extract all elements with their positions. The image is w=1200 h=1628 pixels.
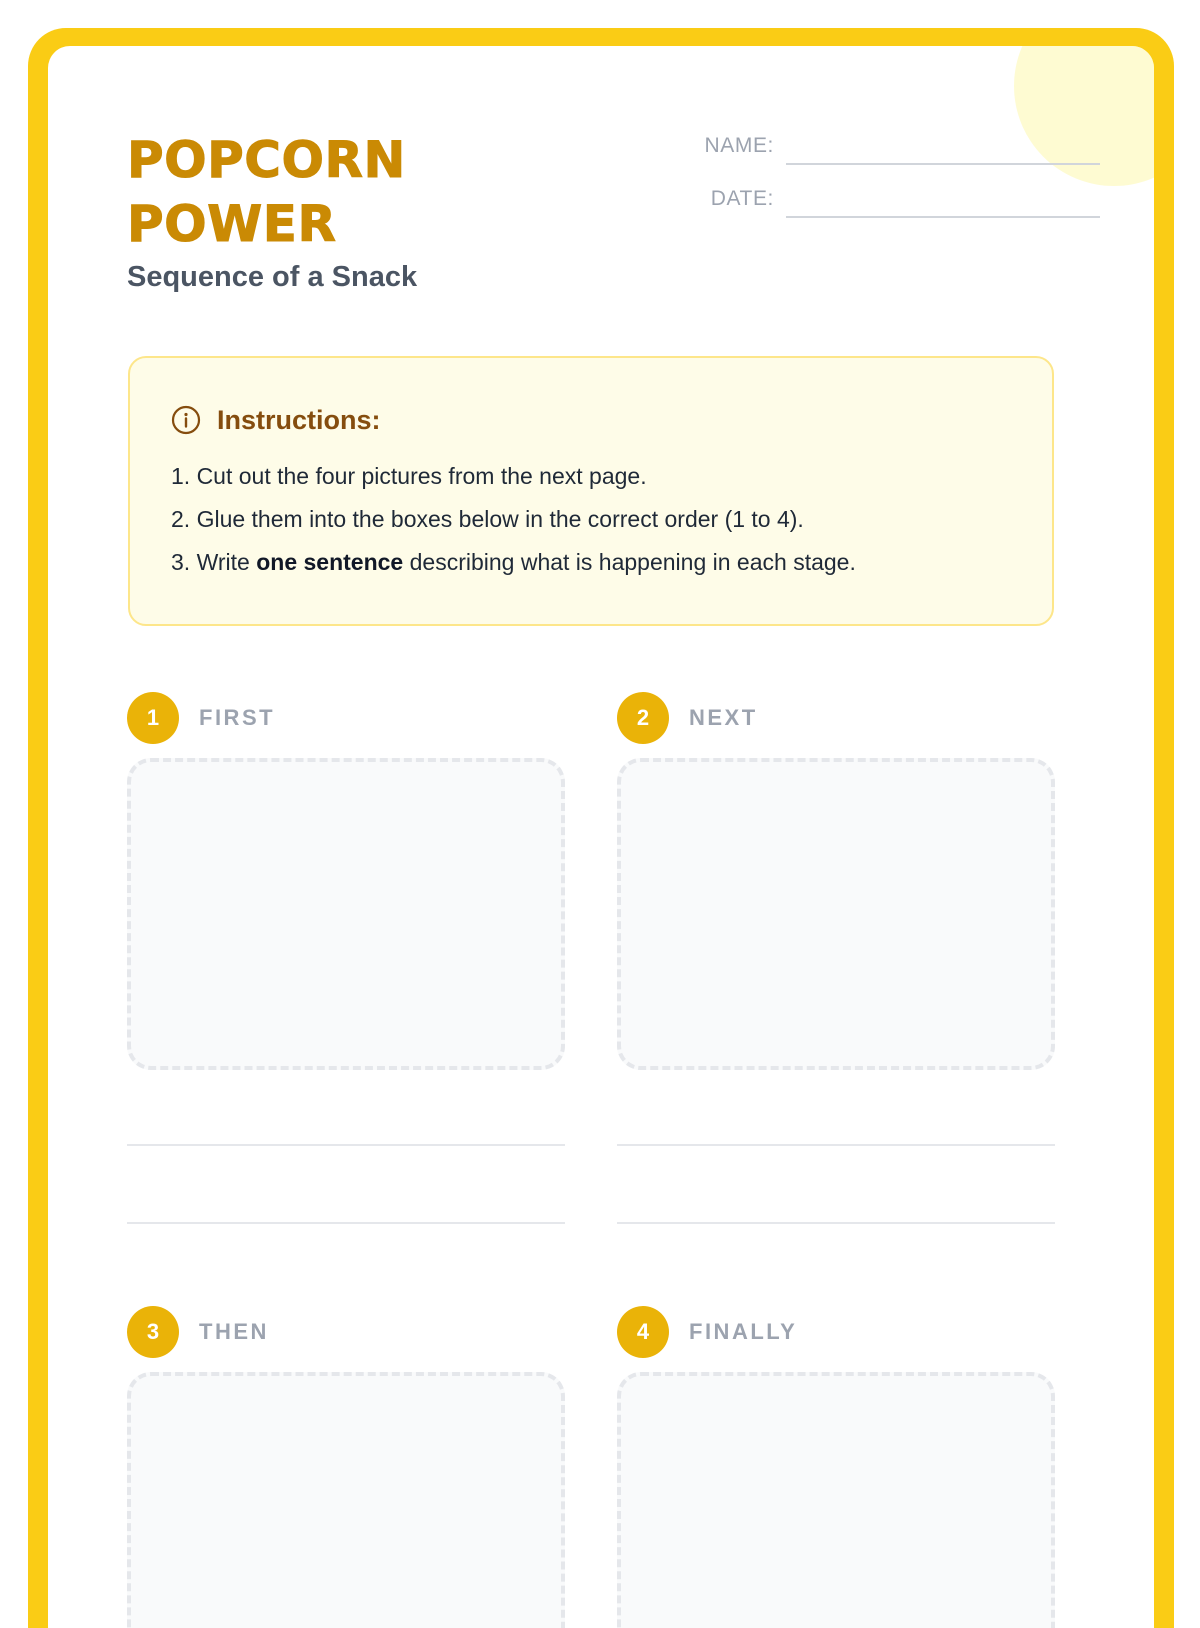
step-number-badge: 1 <box>127 692 179 744</box>
sentence-line[interactable] <box>127 1222 565 1224</box>
instruction-step-2: 2. Glue them into the boxes below in the correct order (1 to 4). <box>171 506 804 532</box>
sentence-line[interactable] <box>127 1144 565 1146</box>
instruction-step-1: 1. Cut out the four pictures from the next page. <box>171 463 647 489</box>
instructions-header <box>171 398 1011 442</box>
step-number-badge: 3 <box>127 1306 179 1358</box>
picture-drop-box[interactable] <box>617 1372 1055 1628</box>
worksheet-page <box>48 46 1154 1628</box>
name-write-line[interactable] <box>786 163 1100 165</box>
name-field[interactable] <box>568 126 1100 166</box>
instructions-box <box>128 356 1054 626</box>
picture-drop-box[interactable] <box>127 1372 565 1628</box>
worksheet-subtitle: Sequence of a Snack <box>127 261 418 293</box>
sentence-line[interactable] <box>617 1222 1055 1224</box>
instruction-step-3 <box>171 541 1011 584</box>
panel-header <box>617 692 1055 744</box>
instructions-title: Instructions: <box>217 404 381 435</box>
step-label: THEN <box>199 1319 269 1344</box>
instruction-step-3-start: 3. Write <box>171 549 257 575</box>
sequence-panel-next <box>617 692 1055 1070</box>
instruction-step-3-end: describing what is happening in each stage. <box>403 549 856 575</box>
name-label: NAME: <box>704 134 774 157</box>
sequence-panel-then <box>127 1306 565 1628</box>
worksheet-title: POPCORN POWER <box>127 131 406 253</box>
step-label: FIRST <box>199 705 276 730</box>
worksheet-border <box>28 28 1174 1628</box>
sentence-line[interactable] <box>617 1144 1055 1146</box>
date-write-line[interactable] <box>786 216 1100 218</box>
info-circle-icon <box>171 405 201 435</box>
panel-header <box>127 1306 565 1358</box>
date-field[interactable] <box>568 179 1100 219</box>
instructions-list <box>171 455 1011 584</box>
sequence-panel-first <box>127 692 565 1070</box>
step-label: NEXT <box>689 705 758 730</box>
step-label: FINALLY <box>689 1319 798 1344</box>
instruction-step-3-emphasis: one sentence <box>256 549 404 575</box>
picture-drop-box[interactable] <box>617 758 1055 1070</box>
sequence-panel-finally <box>617 1306 1055 1628</box>
date-label: DATE: <box>710 187 774 210</box>
panel-header <box>617 1306 1055 1358</box>
step-number-badge: 4 <box>617 1306 669 1358</box>
step-number-badge: 2 <box>617 692 669 744</box>
picture-drop-box[interactable] <box>127 758 565 1070</box>
panel-header <box>127 692 565 744</box>
